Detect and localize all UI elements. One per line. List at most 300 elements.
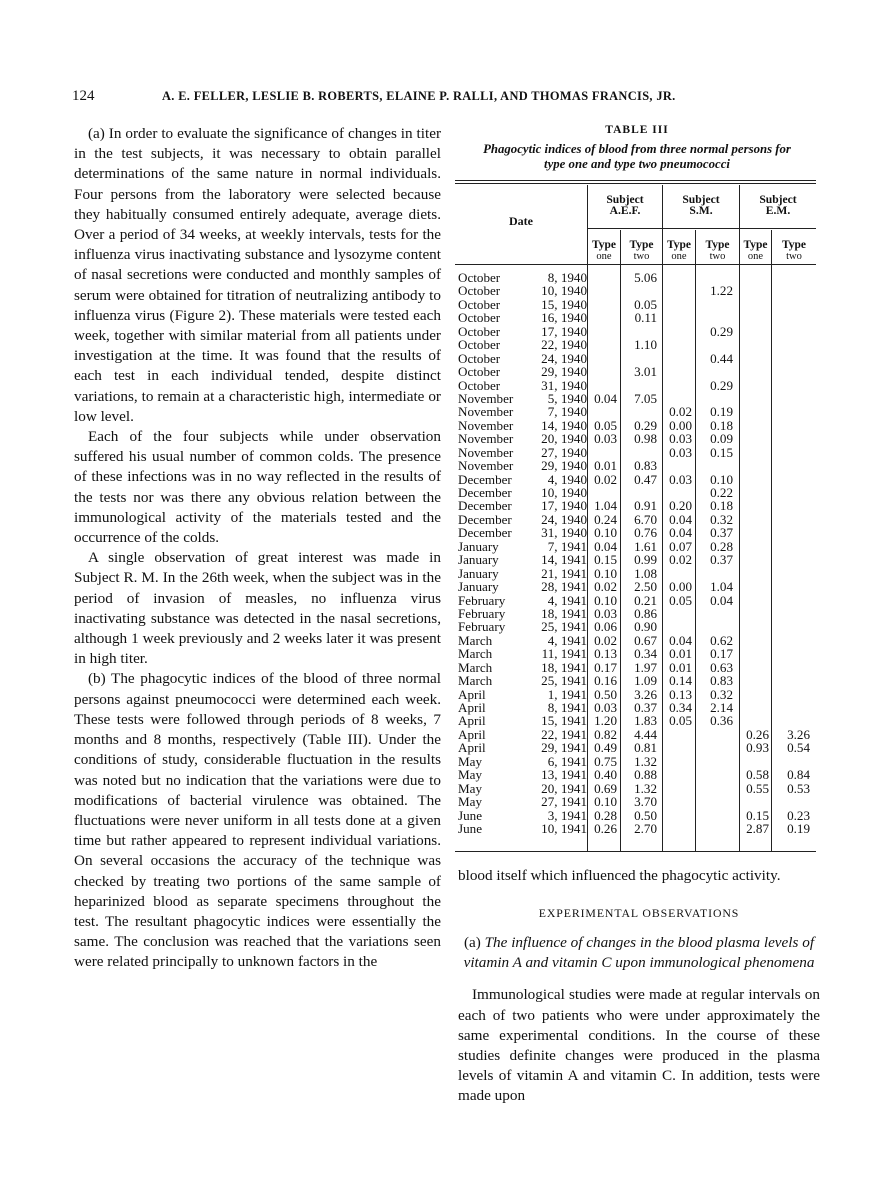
subsection-label: (a) bbox=[463, 934, 481, 952]
cell-aef2: 0.29 bbox=[634, 417, 657, 433]
cell-em2: 0.84 bbox=[787, 767, 810, 783]
cell-aef2: 4.44 bbox=[634, 726, 657, 742]
cell-aef2: 1.32 bbox=[634, 780, 657, 796]
row-month: October bbox=[458, 337, 501, 353]
row-month: May bbox=[458, 794, 483, 810]
cell-sm2: 0.63 bbox=[710, 659, 733, 675]
cell-aef2: 3.01 bbox=[634, 364, 657, 380]
type-word: Type bbox=[629, 239, 654, 251]
row-day: 5, 1940 bbox=[547, 390, 587, 406]
table-row bbox=[455, 768, 816, 781]
header-em-type-two bbox=[772, 240, 816, 262]
cell-aef1: 0.17 bbox=[594, 659, 617, 675]
row-month: December bbox=[458, 498, 512, 514]
row-month: February bbox=[458, 619, 506, 635]
table-row bbox=[455, 701, 816, 714]
row-day: 7, 1940 bbox=[547, 404, 587, 420]
cell-sm2: 0.29 bbox=[710, 377, 733, 393]
cell-aef2: 0.76 bbox=[634, 525, 657, 541]
type-word: Type bbox=[743, 239, 768, 251]
paragraph: (b) The phagocytic indices of the blood of three normal persons against pneumococci were determined each week. These tests were followed through periods of 8 weeks, 7 months and 8 months, respectively (Table III). Under the conditions of study, considerable fluctuation in the results was noted but no indication that the variations were due to modifications of bacterial virulence was obtained. The fluctuations were never uniform in all tests done at a given time but rather appeared to represent individual variations. On several occasions the accuracy of the technique was checked by treating two portions of the same sample of heparinized blood as separate specimens throughout the test. The resultant phagocytic indices were essentially the same. The conclusion was reached that the variations seen were related principally to unknown factors in the bbox=[74, 670, 441, 971]
cell-aef1: 0.04 bbox=[594, 390, 617, 406]
cell-em1: 2.87 bbox=[746, 820, 769, 836]
type-word: Type bbox=[666, 239, 692, 251]
subject-label: Subject bbox=[682, 193, 720, 206]
row-day: 14, 1940 bbox=[541, 417, 587, 433]
row-day: 24, 1940 bbox=[541, 350, 587, 366]
cell-aef2: 0.34 bbox=[634, 646, 657, 662]
page-number: 124 bbox=[72, 88, 95, 104]
table-body bbox=[455, 271, 816, 835]
row-month: October bbox=[458, 296, 501, 312]
cell-aef2: 0.86 bbox=[634, 605, 657, 621]
row-day: 7, 1941 bbox=[547, 538, 587, 554]
row-day: 15, 1940 bbox=[541, 296, 587, 312]
table-caption-line: type one and type two pneumococci bbox=[544, 156, 730, 171]
cell-aef1: 0.15 bbox=[594, 552, 617, 568]
row-month: June bbox=[458, 820, 483, 836]
row-day: 10, 1940 bbox=[541, 283, 587, 299]
cell-sm2: 0.04 bbox=[710, 592, 733, 608]
row-day: 4, 1941 bbox=[547, 592, 587, 608]
row-day: 14, 1941 bbox=[541, 552, 587, 568]
type-one: one bbox=[596, 251, 612, 262]
cell-sm2: 0.37 bbox=[710, 525, 733, 541]
row-month: March bbox=[458, 632, 493, 648]
type-word: Type bbox=[591, 239, 617, 251]
cell-aef2: 1.97 bbox=[634, 659, 657, 675]
cell-sm1: 0.05 bbox=[669, 713, 692, 729]
header-subject-rule bbox=[587, 228, 816, 229]
row-month: May bbox=[458, 780, 483, 796]
table-row bbox=[455, 822, 816, 835]
table-row bbox=[455, 782, 816, 795]
row-month: November bbox=[458, 458, 514, 474]
row-month: March bbox=[458, 659, 493, 675]
table-row bbox=[455, 513, 816, 526]
cell-aef2: 1.32 bbox=[634, 753, 657, 769]
row-day: 27, 1940 bbox=[541, 444, 587, 460]
table-row bbox=[455, 486, 816, 499]
cell-aef2: 0.47 bbox=[634, 471, 657, 487]
cell-sm1: 0.01 bbox=[669, 659, 692, 675]
cell-sm1: 0.03 bbox=[669, 471, 692, 487]
table-row bbox=[455, 379, 816, 392]
row-month: January bbox=[458, 579, 499, 595]
cell-sm1: 0.03 bbox=[669, 444, 692, 460]
row-day: 29, 1940 bbox=[541, 364, 587, 380]
cell-aef2: 0.67 bbox=[634, 632, 657, 648]
table-row bbox=[455, 755, 816, 768]
cell-aef2: 0.21 bbox=[634, 592, 657, 608]
row-day: 24, 1940 bbox=[541, 511, 587, 527]
row-month: March bbox=[458, 646, 493, 662]
cell-aef1: 0.13 bbox=[594, 646, 617, 662]
cell-sm1: 0.05 bbox=[669, 592, 692, 608]
row-month: March bbox=[458, 673, 493, 689]
cell-sm2: 0.28 bbox=[710, 538, 733, 554]
row-day: 22, 1940 bbox=[541, 337, 587, 353]
cell-aef2: 7.05 bbox=[634, 390, 657, 406]
cell-sm1: 0.04 bbox=[669, 511, 692, 527]
row-month: January bbox=[458, 552, 499, 568]
table-row bbox=[455, 526, 816, 539]
type-two: two bbox=[709, 251, 726, 262]
table-row bbox=[455, 419, 816, 432]
cell-aef2: 1.08 bbox=[634, 565, 657, 581]
right-column bbox=[458, 866, 820, 1107]
header-aef-type-two bbox=[621, 240, 662, 262]
table-row bbox=[455, 580, 816, 593]
row-day: 31, 1940 bbox=[541, 525, 587, 541]
cell-aef2: 0.90 bbox=[634, 619, 657, 635]
row-day: 18, 1941 bbox=[541, 659, 587, 675]
row-day: 6, 1941 bbox=[547, 753, 587, 769]
table-caption bbox=[452, 124, 822, 171]
cell-sm1: 0.01 bbox=[669, 646, 692, 662]
cell-em2: 0.54 bbox=[787, 740, 810, 756]
cell-em1: 0.55 bbox=[746, 780, 769, 796]
subject-name: S.M. bbox=[689, 204, 713, 217]
cell-sm2: 1.04 bbox=[710, 579, 733, 595]
row-month: April bbox=[458, 726, 486, 742]
cell-sm1: 0.04 bbox=[669, 525, 692, 541]
cell-aef2: 0.50 bbox=[634, 807, 657, 823]
type-one: one bbox=[671, 251, 687, 262]
cell-sm2: 0.09 bbox=[710, 431, 733, 447]
table-row bbox=[455, 741, 816, 754]
cell-sm1: 0.00 bbox=[669, 417, 692, 433]
row-day: 11, 1941 bbox=[541, 646, 587, 662]
row-day: 25, 1941 bbox=[541, 673, 587, 689]
cell-aef1: 0.49 bbox=[594, 740, 617, 756]
row-day: 21, 1941 bbox=[541, 565, 587, 581]
cell-sm1: 0.14 bbox=[669, 673, 692, 689]
row-day: 27, 1941 bbox=[541, 794, 587, 810]
table-row bbox=[455, 553, 816, 566]
cell-aef1: 0.06 bbox=[594, 619, 617, 635]
cell-aef1: 0.50 bbox=[594, 686, 617, 702]
table-row bbox=[455, 714, 816, 727]
table-description bbox=[452, 142, 822, 171]
paragraph: Each of the four subjects while under observation suffered his usual number of common colds. The presence of these infections was in no way reflected in the results of the tests nor was there any obvious relation between the immunological activity of the materials tested and the occurrence of the colds. bbox=[74, 428, 441, 547]
table-top-rule bbox=[455, 180, 816, 181]
table-row bbox=[455, 634, 816, 647]
cell-aef1: 0.03 bbox=[594, 431, 617, 447]
row-day: 18, 1941 bbox=[541, 605, 587, 621]
cell-sm2: 0.17 bbox=[710, 646, 733, 662]
table-row bbox=[455, 392, 816, 405]
type-word: Type bbox=[781, 239, 807, 251]
continuation-paragraph: blood itself which influenced the phagocytic activity. bbox=[458, 867, 781, 884]
cell-aef2: 3.26 bbox=[634, 686, 657, 702]
row-month: October bbox=[458, 350, 501, 366]
cell-aef2: 1.10 bbox=[634, 337, 657, 353]
cell-sm1: 0.04 bbox=[669, 632, 692, 648]
cell-sm2: 0.44 bbox=[710, 350, 733, 366]
row-day: 4, 1941 bbox=[547, 632, 587, 648]
row-month: October bbox=[458, 364, 501, 380]
cell-aef1: 0.82 bbox=[594, 726, 617, 742]
cell-aef1: 0.02 bbox=[594, 632, 617, 648]
cell-aef1: 0.10 bbox=[594, 525, 617, 541]
row-day: 20, 1940 bbox=[541, 431, 587, 447]
cell-aef2: 0.81 bbox=[634, 740, 657, 756]
row-month: December bbox=[458, 471, 512, 487]
table-row bbox=[455, 674, 816, 687]
row-month: January bbox=[458, 565, 499, 581]
row-day: 8, 1941 bbox=[547, 700, 587, 715]
row-month: June bbox=[458, 807, 483, 823]
row-day: 15, 1941 bbox=[541, 713, 587, 729]
cell-aef2: 0.83 bbox=[634, 458, 657, 474]
cell-sm1: 0.07 bbox=[669, 538, 692, 554]
cell-sm1: 0.13 bbox=[669, 686, 692, 702]
cell-aef1: 0.10 bbox=[594, 565, 617, 581]
cell-aef2: 2.70 bbox=[634, 820, 657, 836]
table-row bbox=[455, 325, 816, 338]
cell-aef1: 0.03 bbox=[594, 605, 617, 621]
table-row bbox=[455, 284, 816, 297]
header-date: Date bbox=[509, 214, 533, 228]
cell-sm2: 0.32 bbox=[710, 686, 733, 702]
row-day: 13, 1941 bbox=[541, 767, 587, 783]
header-subject-sm bbox=[663, 194, 739, 216]
cell-sm2: 0.18 bbox=[710, 498, 733, 514]
cell-sm2: 0.37 bbox=[710, 552, 733, 568]
row-month: October bbox=[458, 377, 501, 393]
subsection-heading bbox=[458, 933, 820, 973]
subject-label: Subject bbox=[759, 193, 797, 206]
running-head-authors: A. E. FELLER, LESLIE B. ROBERTS, ELAINE P. RALLI, AND THOMAS FRANCIS, JR. bbox=[162, 89, 676, 103]
table-row bbox=[455, 298, 816, 311]
row-month: February bbox=[458, 605, 506, 621]
cell-aef2: 0.11 bbox=[634, 310, 657, 326]
cell-sm2: 0.22 bbox=[710, 485, 733, 500]
cell-em1: 0.26 bbox=[746, 726, 769, 742]
table-iii bbox=[455, 180, 816, 852]
table-row bbox=[455, 338, 816, 351]
cell-sm1: 0.20 bbox=[669, 498, 692, 514]
table-row bbox=[455, 809, 816, 822]
table-title: TABLE III bbox=[605, 124, 669, 136]
cell-sm1: 0.34 bbox=[669, 700, 692, 715]
table-row bbox=[455, 311, 816, 324]
row-month: December bbox=[458, 511, 512, 527]
row-month: October bbox=[458, 283, 501, 299]
cell-aef2: 0.98 bbox=[634, 431, 657, 447]
row-month: November bbox=[458, 417, 514, 433]
type-one: one bbox=[747, 251, 764, 262]
row-day: 17, 1940 bbox=[541, 323, 587, 339]
cell-aef1: 0.10 bbox=[594, 592, 617, 608]
row-day: 3, 1941 bbox=[547, 807, 587, 823]
cell-aef1: 0.02 bbox=[594, 471, 617, 487]
cell-aef1: 0.03 bbox=[594, 700, 617, 715]
subject-label: Subject bbox=[606, 193, 644, 206]
cell-sm1: 0.03 bbox=[669, 431, 692, 447]
subject-name: A.E.F. bbox=[609, 204, 641, 217]
row-day: 22, 1941 bbox=[541, 726, 587, 742]
paragraph: (a) In order to evaluate the significance of changes in titer in the test subjects, it was necessary to obtain parallel determinations of the same nature in normal individuals. Four persons from the laboratory were selected because they habitually consumed entirely adequate, average diets. Over a period of 34 weeks, at weekly intervals, tests for the influenza virus inactivating substance and lysozyme content of nasal secretions were conducted and monthly samples of serum were obtained for titration of neutralizing antibody to influenza virus (Figure 2). These materials were tested each week, together with similar material from all patients under investigation at the time. It was found that the results of each test in each individual tended, despite distinct variations, to remain at a characteristic high, intermediate or low level. bbox=[74, 125, 441, 425]
row-day: 16, 1940 bbox=[541, 310, 587, 326]
table-row bbox=[455, 620, 816, 633]
cell-aef1: 0.01 bbox=[594, 458, 617, 474]
cell-aef1: 0.28 bbox=[594, 807, 617, 823]
cell-em2: 3.26 bbox=[787, 726, 810, 742]
table-row bbox=[455, 594, 816, 607]
row-month: December bbox=[458, 485, 512, 500]
cell-sm2: 0.29 bbox=[710, 323, 733, 339]
row-month: April bbox=[458, 740, 486, 756]
type-two: two bbox=[633, 251, 650, 262]
row-day: 31, 1940 bbox=[541, 377, 587, 393]
table-row bbox=[455, 352, 816, 365]
row-month: November bbox=[458, 390, 514, 406]
row-day: 8, 1940 bbox=[547, 270, 587, 285]
header-em-type-one bbox=[740, 240, 771, 262]
cell-aef2: 5.06 bbox=[634, 270, 657, 285]
header-sm-type-two bbox=[696, 240, 739, 262]
table-row bbox=[455, 405, 816, 418]
cell-aef1: 0.04 bbox=[594, 538, 617, 554]
row-month: November bbox=[458, 404, 514, 420]
table-row bbox=[455, 446, 816, 459]
header-aef-type-one bbox=[588, 240, 620, 262]
table-row bbox=[455, 271, 816, 284]
cell-aef2: 3.70 bbox=[634, 794, 657, 810]
row-month: January bbox=[458, 538, 499, 554]
subsection-title: The influence of changes in the blood plasma levels of vitamin A and vitamin C upon immunological phenomena bbox=[463, 934, 815, 972]
table-caption-line: Phagocytic indices of blood from three normal persons for bbox=[483, 142, 791, 156]
cell-sm2: 0.62 bbox=[710, 632, 733, 648]
cell-sm2: 1.22 bbox=[710, 283, 733, 299]
row-day: 4, 1940 bbox=[547, 471, 587, 487]
table-row bbox=[455, 567, 816, 580]
table-row bbox=[455, 473, 816, 486]
cell-sm2: 0.83 bbox=[710, 673, 733, 689]
cell-sm2: 0.15 bbox=[710, 444, 733, 460]
header-sm-type-one bbox=[663, 240, 695, 262]
cell-aef2: 0.88 bbox=[634, 767, 657, 783]
row-month: November bbox=[458, 431, 514, 447]
cell-aef1: 0.10 bbox=[594, 794, 617, 810]
cell-aef2: 6.70 bbox=[634, 511, 657, 527]
row-month: April bbox=[458, 700, 486, 715]
cell-sm2: 0.19 bbox=[710, 404, 733, 420]
cell-em1: 0.93 bbox=[746, 740, 769, 756]
cell-em2: 0.19 bbox=[787, 820, 810, 836]
cell-em1: 0.15 bbox=[746, 807, 769, 823]
row-day: 10, 1941 bbox=[541, 820, 587, 836]
cell-sm1: 0.00 bbox=[669, 579, 692, 595]
cell-aef1: 0.24 bbox=[594, 511, 617, 527]
cell-aef1: 0.05 bbox=[594, 417, 617, 433]
cell-sm2: 0.36 bbox=[710, 713, 733, 729]
paragraph: A single observation of great interest was made in Subject R. M. In the 26th week, when the subject was in the period of invasion of measles, no influenza virus inactivating substance was detected in the nasal secretions, although 1 week previously and 2 weeks later it was present in high titer. bbox=[74, 549, 441, 668]
cell-em2: 0.23 bbox=[787, 807, 810, 823]
cell-sm2: 0.10 bbox=[710, 471, 733, 487]
table-bottom-rule bbox=[455, 851, 816, 852]
cell-aef2: 0.37 bbox=[634, 700, 657, 715]
table-row bbox=[455, 607, 816, 620]
row-month: December bbox=[458, 525, 512, 541]
row-month: November bbox=[458, 444, 514, 460]
row-day: 28, 1941 bbox=[541, 579, 587, 595]
paragraph: Immunological studies were made at regular intervals on each of two patients who were under approximately the same experimental conditions. In the course of these studies definite changes were produced in the plasma levels of vitamin A and vitamin C. In addition, tests were made upon bbox=[458, 986, 820, 1105]
cell-aef2: 1.61 bbox=[634, 538, 657, 554]
row-day: 1, 1941 bbox=[547, 686, 587, 702]
cell-aef2: 1.83 bbox=[634, 713, 657, 729]
cell-aef2: 0.99 bbox=[634, 552, 657, 568]
row-day: 25, 1941 bbox=[541, 619, 587, 635]
table-row bbox=[455, 540, 816, 553]
cell-aef1: 0.26 bbox=[594, 820, 617, 836]
table-row bbox=[455, 728, 816, 741]
table-row bbox=[455, 499, 816, 512]
header-subject-aef bbox=[588, 194, 662, 216]
row-day: 29, 1940 bbox=[541, 458, 587, 474]
table-row bbox=[455, 661, 816, 674]
cell-aef2: 0.91 bbox=[634, 498, 657, 514]
row-month: May bbox=[458, 753, 483, 769]
row-month: April bbox=[458, 713, 486, 729]
header-bottom-rule bbox=[455, 264, 816, 265]
table-row bbox=[455, 459, 816, 472]
cell-aef2: 1.09 bbox=[634, 673, 657, 689]
table-row bbox=[455, 432, 816, 445]
type-two: two bbox=[786, 251, 802, 262]
cell-aef1: 0.02 bbox=[594, 579, 617, 595]
cell-aef1: 1.20 bbox=[594, 713, 617, 729]
row-month: October bbox=[458, 310, 501, 326]
type-word: Type bbox=[705, 239, 730, 251]
row-day: 17, 1940 bbox=[541, 498, 587, 514]
cell-sm2: 0.32 bbox=[710, 511, 733, 527]
cell-aef1: 1.04 bbox=[594, 498, 617, 514]
cell-aef2: 0.05 bbox=[634, 296, 657, 312]
table-row bbox=[455, 365, 816, 378]
cell-aef2: 2.50 bbox=[634, 579, 657, 595]
row-month: February bbox=[458, 592, 506, 608]
cell-aef1: 0.16 bbox=[594, 673, 617, 689]
row-day: 29, 1941 bbox=[541, 740, 587, 756]
table-top-rule bbox=[455, 183, 816, 184]
cell-aef1: 0.75 bbox=[594, 753, 617, 769]
section-heading: EXPERIMENTAL OBSERVATIONS bbox=[538, 906, 740, 921]
row-month: October bbox=[458, 270, 501, 285]
table-row bbox=[455, 647, 816, 660]
table-row bbox=[455, 795, 816, 808]
left-column bbox=[74, 124, 441, 973]
cell-sm1: 0.02 bbox=[669, 404, 692, 420]
cell-aef1: 0.69 bbox=[594, 780, 617, 796]
cell-aef1: 0.40 bbox=[594, 767, 617, 783]
cell-sm2: 0.18 bbox=[710, 417, 733, 433]
cell-sm1: 0.02 bbox=[669, 552, 692, 568]
cell-sm2: 2.14 bbox=[710, 700, 733, 715]
subject-name: E.M. bbox=[765, 204, 791, 217]
table-row bbox=[455, 688, 816, 701]
cell-em2: 0.53 bbox=[787, 780, 810, 796]
row-month: April bbox=[458, 686, 486, 702]
row-day: 20, 1941 bbox=[541, 780, 587, 796]
row-day: 10, 1940 bbox=[541, 485, 587, 500]
row-month: May bbox=[458, 767, 483, 783]
row-month: October bbox=[458, 323, 501, 339]
header-subject-em bbox=[740, 194, 816, 216]
cell-em1: 0.58 bbox=[746, 767, 769, 783]
